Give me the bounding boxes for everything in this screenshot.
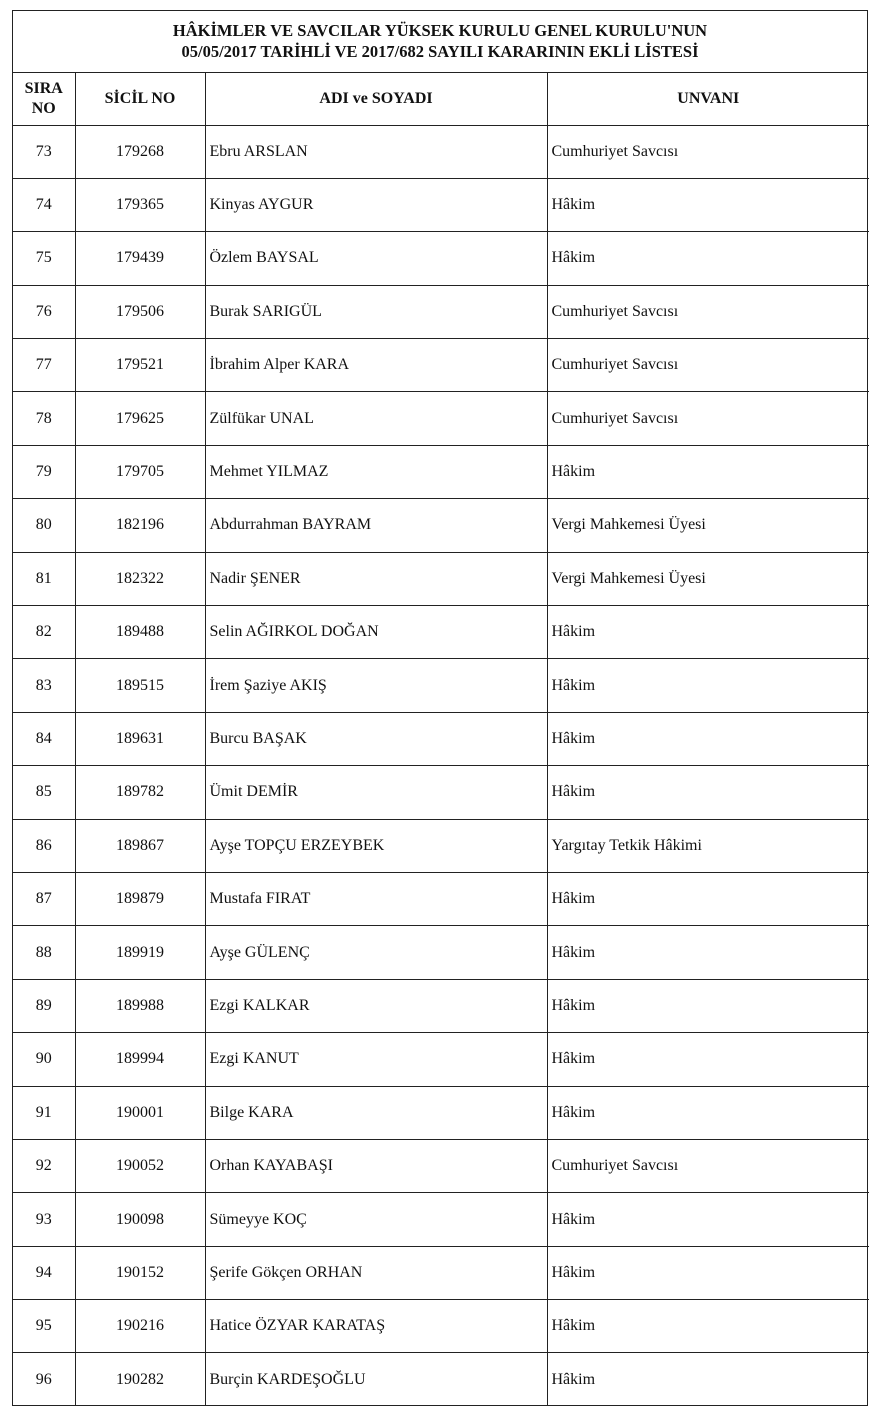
table-body	[13, 125, 869, 1406]
cell-sicil-no: 179365	[75, 178, 205, 231]
cell-title: Hâkim	[547, 232, 869, 285]
cell-title: Hâkim	[547, 1033, 869, 1086]
cell-sicil-no: 189867	[75, 819, 205, 872]
table-row	[13, 499, 869, 552]
cell-sicil-no: 179506	[75, 285, 205, 338]
cell-sicil-no: 179705	[75, 445, 205, 498]
cell-sira-no: 77	[13, 339, 75, 392]
table-row	[13, 232, 869, 285]
cell-name: Zülfükar UNAL	[205, 392, 547, 445]
cell-name: Ezgi KANUT	[205, 1033, 547, 1086]
cell-title: Yargıtay Tetkik Hâkimi	[547, 819, 869, 872]
cell-sicil-no: 182322	[75, 552, 205, 605]
cell-sicil-no: 179521	[75, 339, 205, 392]
cell-sicil-no: 179439	[75, 232, 205, 285]
cell-title: Cumhuriyet Savcısı	[547, 285, 869, 338]
cell-sicil-no: 189879	[75, 872, 205, 925]
cell-sicil-no: 190282	[75, 1353, 205, 1406]
cell-title: Hâkim	[547, 1300, 869, 1353]
cell-name: Burcu BAŞAK	[205, 712, 547, 765]
cell-sicil-no: 179268	[75, 125, 205, 178]
cell-sicil-no: 179625	[75, 392, 205, 445]
cell-sicil-no: 189631	[75, 712, 205, 765]
cell-sira-no: 91	[13, 1086, 75, 1139]
cell-sira-no: 75	[13, 232, 75, 285]
cell-name: Ümit DEMİR	[205, 766, 547, 819]
table-row	[13, 979, 869, 1032]
cell-sira-no: 88	[13, 926, 75, 979]
cell-name: Ezgi KALKAR	[205, 979, 547, 1032]
cell-sira-no: 74	[13, 178, 75, 231]
table-row	[13, 1193, 869, 1246]
cell-sira-no: 89	[13, 979, 75, 1032]
cell-title: Cumhuriyet Savcısı	[547, 339, 869, 392]
table-row	[13, 1086, 869, 1139]
cell-sicil-no: 189988	[75, 979, 205, 1032]
table-row	[13, 659, 869, 712]
table-row	[13, 712, 869, 765]
cell-name: Ayşe GÜLENÇ	[205, 926, 547, 979]
cell-name: Orhan KAYABAŞI	[205, 1139, 547, 1192]
table-row	[13, 339, 869, 392]
cell-name: Mehmet YILMAZ	[205, 445, 547, 498]
table-row	[13, 1139, 869, 1192]
table-row	[13, 1246, 869, 1299]
cell-sicil-no: 189488	[75, 606, 205, 659]
table-row	[13, 178, 869, 231]
cell-title: Vergi Mahkemesi Üyesi	[547, 499, 869, 552]
cell-sira-no: 80	[13, 499, 75, 552]
cell-name: Özlem BAYSAL	[205, 232, 547, 285]
cell-title: Hâkim	[547, 926, 869, 979]
document-page	[12, 10, 868, 1406]
cell-title: Hâkim	[547, 178, 869, 231]
table-row	[13, 285, 869, 338]
cell-title: Hâkim	[547, 445, 869, 498]
cell-title: Hâkim	[547, 606, 869, 659]
cell-sicil-no: 190152	[75, 1246, 205, 1299]
cell-sira-no: 78	[13, 392, 75, 445]
cell-name: Sümeyye KOÇ	[205, 1193, 547, 1246]
cell-name: Ebru ARSLAN	[205, 125, 547, 178]
cell-title: Hâkim	[547, 659, 869, 712]
table-row	[13, 552, 869, 605]
cell-name: Ayşe TOPÇU ERZEYBEK	[205, 819, 547, 872]
header-name: ADI ve SOYADI	[205, 73, 547, 125]
table-row	[13, 125, 869, 178]
title-line-1: HÂKİMLER VE SAVCILAR YÜKSEK KURULU GENEL KURULU'NUN	[172, 21, 708, 40]
cell-sicil-no: 190216	[75, 1300, 205, 1353]
cell-name: Şerife Gökçen ORHAN	[205, 1246, 547, 1299]
cell-sira-no: 73	[13, 125, 75, 178]
table-row	[13, 392, 869, 445]
cell-sira-no: 90	[13, 1033, 75, 1086]
cell-sira-no: 94	[13, 1246, 75, 1299]
cell-title: Cumhuriyet Savcısı	[547, 392, 869, 445]
personnel-table	[13, 73, 869, 1406]
cell-name: İbrahim Alper KARA	[205, 339, 547, 392]
cell-title: Hâkim	[547, 1086, 869, 1139]
cell-sira-no: 85	[13, 766, 75, 819]
cell-sicil-no: 190052	[75, 1139, 205, 1192]
cell-name: Kinyas AYGUR	[205, 178, 547, 231]
document-title	[13, 11, 867, 73]
cell-sira-no: 83	[13, 659, 75, 712]
cell-sicil-no: 190001	[75, 1086, 205, 1139]
cell-sira-no: 92	[13, 1139, 75, 1192]
cell-title: Vergi Mahkemesi Üyesi	[547, 552, 869, 605]
header-sira-no	[13, 73, 75, 125]
cell-title: Hâkim	[547, 766, 869, 819]
table-row	[13, 819, 869, 872]
table-row	[13, 1353, 869, 1406]
table-row	[13, 445, 869, 498]
cell-name: Bilge KARA	[205, 1086, 547, 1139]
header-sira-line2: NO	[31, 99, 56, 117]
cell-title: Hâkim	[547, 1246, 869, 1299]
cell-sira-no: 79	[13, 445, 75, 498]
cell-name: Burak SARIGÜL	[205, 285, 547, 338]
cell-title: Hâkim	[547, 979, 869, 1032]
cell-title: Cumhuriyet Savcısı	[547, 1139, 869, 1192]
header-title: UNVANI	[547, 73, 869, 125]
cell-sira-no: 96	[13, 1353, 75, 1406]
cell-sicil-no: 189515	[75, 659, 205, 712]
cell-sira-no: 76	[13, 285, 75, 338]
cell-sicil-no: 182196	[75, 499, 205, 552]
table-row	[13, 606, 869, 659]
cell-title: Hâkim	[547, 712, 869, 765]
header-sicil-no: SİCİL NO	[75, 73, 205, 125]
cell-sicil-no: 190098	[75, 1193, 205, 1246]
title-line-2: 05/05/2017 TARİHLİ VE 2017/682 SAYILI KARARININ EKLİ LİSTESİ	[181, 42, 699, 61]
cell-title: Hâkim	[547, 1353, 869, 1406]
cell-name: Selin AĞIRKOL DOĞAN	[205, 606, 547, 659]
cell-name: İrem Şaziye AKIŞ	[205, 659, 547, 712]
table-row	[13, 1033, 869, 1086]
table-row	[13, 1300, 869, 1353]
cell-sicil-no: 189782	[75, 766, 205, 819]
table-row	[13, 872, 869, 925]
cell-name: Nadir ŞENER	[205, 552, 547, 605]
cell-sira-no: 95	[13, 1300, 75, 1353]
header-sira-line1: SIRA	[24, 79, 63, 97]
cell-name: Abdurrahman BAYRAM	[205, 499, 547, 552]
cell-title: Hâkim	[547, 1193, 869, 1246]
cell-title: Hâkim	[547, 872, 869, 925]
cell-sira-no: 84	[13, 712, 75, 765]
table-row	[13, 766, 869, 819]
cell-name: Hatice ÖZYAR KARATAŞ	[205, 1300, 547, 1353]
cell-name: Mustafa FIRAT	[205, 872, 547, 925]
cell-sira-no: 82	[13, 606, 75, 659]
cell-name: Burçin KARDEŞOĞLU	[205, 1353, 547, 1406]
table-header-row	[13, 73, 869, 125]
cell-title: Cumhuriyet Savcısı	[547, 125, 869, 178]
cell-sira-no: 86	[13, 819, 75, 872]
cell-sicil-no: 189994	[75, 1033, 205, 1086]
table-row	[13, 926, 869, 979]
cell-sira-no: 87	[13, 872, 75, 925]
cell-sira-no: 81	[13, 552, 75, 605]
cell-sicil-no: 189919	[75, 926, 205, 979]
cell-sira-no: 93	[13, 1193, 75, 1246]
